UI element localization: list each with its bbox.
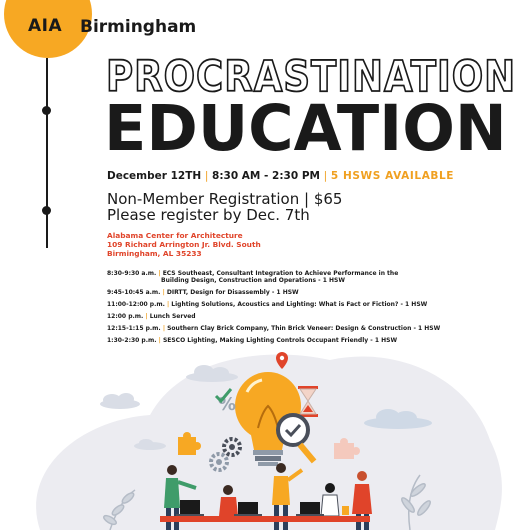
title-line-1: PROCRASTINATION: [106, 52, 517, 102]
schedule-time: 9:45-10:45 a.m.: [107, 289, 161, 296]
separator: |: [158, 337, 161, 344]
separator: |: [162, 325, 166, 332]
schedule-text: Lighting Solutions, Acoustics and Lighting: What is Fact or Fiction? - 1 HSW: [171, 301, 428, 308]
logo-chapter-text: Birmingham: [80, 17, 197, 37]
separator: |: [158, 270, 161, 277]
laptop-icon: [296, 502, 324, 516]
coffee-mug-icon: [342, 506, 349, 515]
schedule-time: 11:00-12:00 p.m.: [107, 301, 165, 308]
hsw-count: 5 HSWS AVAILABLE: [330, 170, 455, 182]
event-date: December 12TH: [107, 170, 202, 182]
logo-aia-text: AIA: [28, 16, 63, 36]
separator: |: [162, 289, 165, 296]
schedule-text: DIRTT, Design for Disassembly - 1 HSW: [166, 289, 299, 296]
venue-name: Alabama Center for Architecture: [107, 231, 243, 240]
event-time: 8:30 AM - 2:30 PM: [212, 170, 320, 182]
separator: |: [323, 170, 328, 182]
venue-city: Birmingham, AL 35233: [107, 249, 202, 258]
title-line-2: EDUCATION: [104, 91, 507, 166]
schedule-time: 8:30-9:30 a.m.: [107, 270, 157, 277]
schedule-text: ECS Southeast, Consultant Integration to Achieve Performance in the: [162, 270, 399, 277]
schedule-time: 1:30-2:30 p.m.: [107, 337, 157, 344]
schedule-text: Southern Clay Brick Company, Thin Brick Veneer: Design & Construction - 1 HSW: [167, 325, 441, 332]
table: [160, 516, 370, 522]
schedule-text: Lunch Served: [149, 313, 196, 320]
schedule-text: SESCO Lighting, Making Lighting Controls Occupant Friendly - 1 HSW: [162, 337, 398, 344]
registration-price: Non-Member Registration | $65: [107, 190, 343, 208]
separator: |: [166, 301, 170, 308]
schedule-text-cont: Building Design, Construction and Operations - 1 HSW: [161, 277, 345, 284]
laptop-icon: [176, 500, 204, 516]
laptop-icon: [234, 502, 262, 516]
schedule-time: 12:15-1:15 p.m.: [107, 325, 161, 332]
cloud-icon: [100, 393, 140, 409]
schedule-time: 12:00 p.m.: [107, 313, 144, 320]
registration-deadline: Please register by Dec. 7th: [107, 206, 310, 224]
percent-icon: %: [218, 394, 237, 415]
separator: |: [145, 313, 148, 320]
separator: |: [204, 170, 209, 182]
venue-street: 109 Richard Arrington Jr. Blvd. South: [107, 240, 261, 249]
